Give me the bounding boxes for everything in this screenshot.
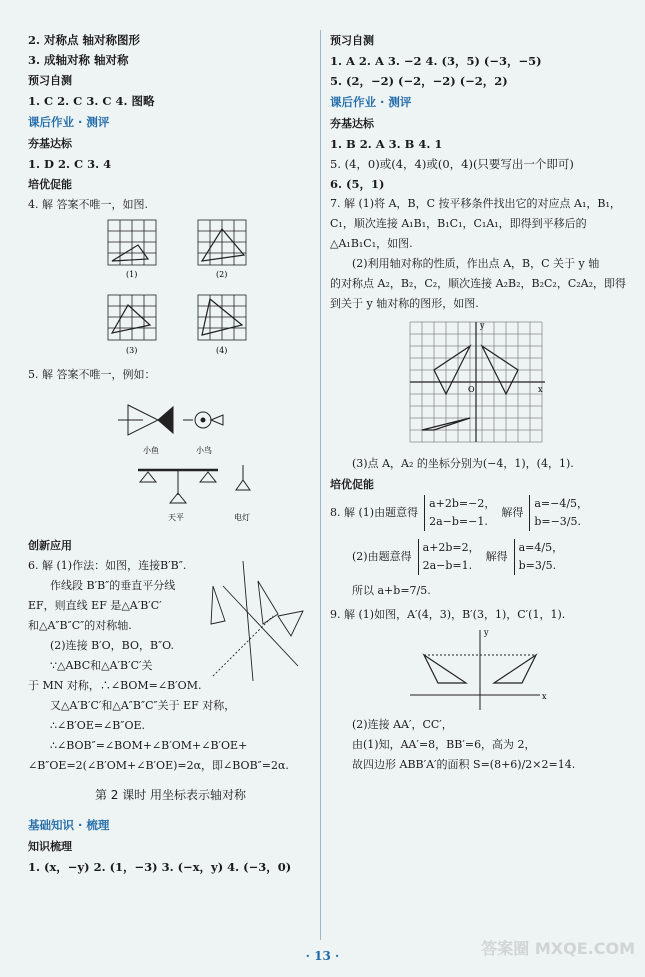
column-divider xyxy=(320,30,321,940)
fig-label: (2) xyxy=(216,270,228,279)
q8-text: 8. 解 (1)由题意得 xyxy=(330,506,419,519)
q5-figures xyxy=(98,385,298,535)
solution: b=−3/5. xyxy=(534,515,582,528)
q6-figure xyxy=(203,556,313,686)
answer-line: 1. B 2. A 3. B 4. 1 xyxy=(330,137,443,151)
question-6-text: ∴∠BOB″=∠BOM+∠B′OM+∠B′OE+ xyxy=(50,739,248,752)
section-heading: 培优促能 xyxy=(28,178,72,191)
question-9-text: (2)连接 AA′，CC′， xyxy=(352,718,453,731)
axis-label: x xyxy=(538,385,543,394)
question-7-text: 7. 解 (1)将 A，B，C 按平移条件找出它的对应点 A₁，B₁， xyxy=(330,197,621,210)
question-7-text: 到关于 y 轴对称的图形，如图. xyxy=(330,297,479,310)
equation: 2a−b=1. xyxy=(422,559,473,572)
section-heading: 预习自测 xyxy=(28,74,72,87)
answer-line: 1. A 2. A 3. −2 4. (3，5) (−3，−5) xyxy=(330,54,542,68)
axis-label: x xyxy=(542,692,547,701)
question-7-text: (3)点 A，A₂ 的坐标分别为(−4，1)，(4，1). xyxy=(352,457,574,470)
answer-line: 1. C 2. C 3. C 4. 图略 xyxy=(28,94,155,108)
axis-label: y xyxy=(484,628,489,637)
question-6-text: ∴∠B′OE=∠B″OE. xyxy=(50,719,146,732)
equation: a+2b=−2， xyxy=(429,497,496,510)
axis-label: O xyxy=(468,385,475,394)
axis-label: y xyxy=(480,321,485,330)
question-6-text: 和△A″B″C″的对称轴. xyxy=(28,619,132,632)
question-6-text: ∵△ABC和△A′B′C′关 xyxy=(50,659,153,672)
section-heading: 预习自测 xyxy=(330,34,374,47)
q8-text: (2)由题意得 xyxy=(352,550,412,563)
answer-line: 5. (4，0)或(4，4)或(0，4)(只要写出一个即可) xyxy=(330,157,574,171)
question-7-text: 的对称点 A₂，B₂，C₂，顺次连接 A₂B₂，B₂C₂，C₂A₂，即得 xyxy=(330,277,627,290)
section-title: 基础知识 · 梳理 xyxy=(28,818,110,832)
question-6-text: (2)连接 B′O，BO，B″O. xyxy=(50,639,175,652)
section-title: 课后作业 · 测评 xyxy=(28,115,110,129)
lamp-label: 电灯 xyxy=(234,513,250,522)
section-heading: 夯基达标 xyxy=(28,137,72,150)
answer-line: 6. (5，1) xyxy=(330,177,385,191)
fig-label: (4) xyxy=(216,346,228,355)
question-6-text: 作线段 B′B″的垂直平分线 xyxy=(50,579,176,592)
answer-line: 1. (x，−y) 2. (1，−3) 3. (−x，y) 4. (−3，0) xyxy=(28,860,292,874)
answer-line: 5. (2，−2) (−2，−2) (−2，2) xyxy=(330,74,508,88)
q8-part2 xyxy=(330,539,630,575)
question-9-text: 故四边形 ABB′A′的面积 S=(8+6)/2×2=14. xyxy=(352,758,576,771)
q9-figure xyxy=(330,625,630,715)
answer-line: 1. D 2. C 3. 4 xyxy=(28,157,112,171)
question-9-text: 由(1)知，AA′=8，BB′=6，高为 2， xyxy=(352,738,536,751)
solution: a=4/5， xyxy=(518,541,564,554)
fish-label: 小鱼 xyxy=(143,446,159,455)
watermark: 答案圈 MXQE.COM xyxy=(481,939,635,958)
question-7-text: △A₁B₁C₁，如图. xyxy=(330,237,413,250)
right-column xyxy=(330,30,630,775)
question-4: 4. 解 答案不唯一，如图. xyxy=(28,198,148,211)
lesson-title: 第 2 课时 用坐标表示轴对称 xyxy=(94,788,247,802)
section-heading: 夯基达标 xyxy=(330,117,374,130)
question-5: 5. 解 答案不唯一，例如： xyxy=(28,368,156,381)
question-6-text: EF，则直线 EF 是△A′B′C′ xyxy=(28,599,162,612)
solution: b=3/5. xyxy=(518,559,557,572)
section-heading: 培优促能 xyxy=(330,478,374,491)
answer-line: 3. 成轴对称 轴对称 xyxy=(28,53,129,67)
section-heading: 知识梳理 xyxy=(28,840,72,853)
fig-label: (1) xyxy=(126,270,138,279)
left-column xyxy=(28,30,313,877)
solution: a=−4/5， xyxy=(534,497,589,510)
question-9-text: 9. 解 (1)如图，A′(4，3)，B′(3，1)，C′(1，1). xyxy=(330,608,566,621)
question-6-text: ∠B″OE=2(∠B′OM+∠B′OE)=2α，即∠BOB″=2α. xyxy=(28,759,289,772)
answer-line: 2. 对称点 轴对称图形 xyxy=(28,33,141,47)
q8-part1 xyxy=(330,495,630,531)
q8-text: 所以 a+b=7/5. xyxy=(352,584,431,597)
q7-coordinate-grid xyxy=(330,314,630,454)
question-7-text: C₁，顺次连接 A₁B₁，B₁C₁，C₁A₁，即得到平移后的 xyxy=(330,217,587,230)
fig-label: (3) xyxy=(126,346,138,355)
question-6-text: 于 MN 对称，∴∠BOM=∠B′OM. xyxy=(28,679,202,692)
equation: 2a−b=−1. xyxy=(429,515,488,528)
question-6-text: 又△A′B′C′和△A″B″C″关于 EF 对称， xyxy=(50,699,236,712)
balance-label: 天平 xyxy=(168,513,184,522)
q4-figures xyxy=(98,215,298,365)
question-6-text: 6. 解 (1)作法：如图，连接B′B″. xyxy=(28,559,187,572)
section-title: 课后作业 · 测评 xyxy=(330,95,412,109)
section-heading: 创新应用 xyxy=(28,539,72,552)
question-7-text: (2)利用轴对称的性质，作出点 A，B，C 关于 y 轴 xyxy=(352,257,600,270)
page-number: · 13 · xyxy=(305,949,340,963)
bird-label: 小鸟 xyxy=(196,446,212,455)
solve-label: 解得 xyxy=(485,550,508,563)
equation: a+2b=2， xyxy=(422,541,480,554)
solve-label: 解得 xyxy=(501,506,524,519)
